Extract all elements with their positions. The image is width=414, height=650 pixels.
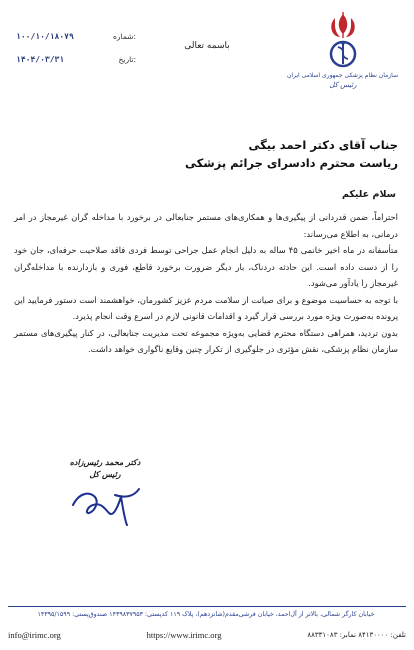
footer-address: خیابان کارگر شمالی، بالاتر از آل‌احمد، خیابان فرشی‌مقدم(شانزدهم)، پلاک ۱۱۹ کدپستی: ۱۴۳۹۸۳۷۹۵۳ صندوق‌پستی: ۱۴۳۹۵/۱۵۹۹ xyxy=(37,611,375,618)
footer-divider xyxy=(8,606,406,607)
addressee xyxy=(16,136,398,172)
letter-number-value: ۱۰۰/۱۰/۱۸۰۷۹ xyxy=(16,32,74,41)
footer-email-link[interactable]: info@irimc.org xyxy=(8,630,61,640)
footer-website-link[interactable]: https://www.irimc.org xyxy=(146,630,222,640)
signatory-title: رئیس کل xyxy=(89,470,121,479)
letter-number-label: شماره: xyxy=(113,32,136,42)
body-paragraph-1: احتراماً، ضمن قدردانی از پیگیری‌ها و همکاری‌های مستمر جنابعالی در برخورد با مداخله گران غیرمجاز در امر درمانی، به اطلاع می‌رساند: xyxy=(14,212,398,239)
organization-logo xyxy=(288,10,398,89)
signature-block xyxy=(60,457,150,527)
basmala: باسمه تعالی xyxy=(184,41,230,51)
handwritten-signature xyxy=(65,483,145,527)
footer-phone: تلفن: ۸۴۱۳۰۰۰۰ نمابر: ۸۸۳۳۱۰۸۳ xyxy=(307,631,406,639)
head-title: رئیس کل xyxy=(329,81,357,89)
letter-date-label: تاریخ: xyxy=(118,55,136,65)
addressee-name: جناب آقای دکتر احمد بیگی xyxy=(248,138,398,152)
footer-contact xyxy=(8,630,406,640)
body-paragraph-4: بدون تردید، همراهی دستگاه محترم قضایی به‌ویژه مجموعه تحت مدیریت جنابعالی، در کنار پیگیری‌های مستمر سازمان نظام پزشکی، نقش مؤثری در جلوگیری از تکرار چنین وقایع ناگواری خواهد داشت. xyxy=(14,327,398,354)
body-paragraph-2: متأسفانه در ماه اخیر خانمی ۴۵ ساله به دلیل انجام عمل جراحی توسط فردی فاقد صلاحیت حرفه‌ای، جان خود را از دست داده است. این حادثه دردناک، بار دیگر ضرورت برخورد قاطع، فوری و بازدارنده با مداخله‌گران غیرمجاز را یادآور می‌شود. xyxy=(14,245,399,288)
greeting: سلام علیکم xyxy=(341,189,396,200)
letter-date-value: ۱۴۰۴/۰۳/۳۱ xyxy=(16,55,65,64)
addressee-position: ریاست محترم دادسرای جرائم پزشکی xyxy=(185,156,398,170)
body-paragraph-3: با توجه به حساسیت موضوع و برای صیانت از سلامت مردم عزیز کشورمان، خواهشمند است دستور فرمایید این پرونده به‌صورت ویژه مورد بررسی قرار گیرد و اقدامات قانونی لازم در اسرع وقت انجام پذیرد. xyxy=(14,294,398,321)
letter-body xyxy=(14,209,398,358)
letter-meta xyxy=(16,30,136,76)
letter-date-row xyxy=(16,53,136,67)
letter-number-row xyxy=(16,30,136,44)
organization-name: سازمان نظام پزشکی جمهوری اسلامی ایران xyxy=(286,72,398,79)
signatory-name: دکتر محمد رئیس‌زاده xyxy=(69,458,141,467)
emblem-icon xyxy=(304,10,382,68)
